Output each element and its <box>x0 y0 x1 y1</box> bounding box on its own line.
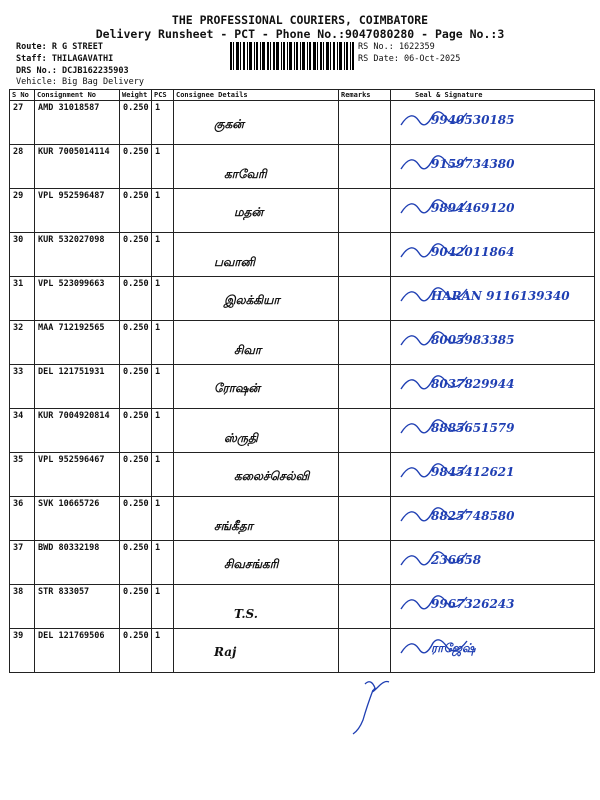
cell-pcs: 1 <box>152 541 174 585</box>
cell-sno: 30 <box>10 233 35 277</box>
cell-seal-signature <box>391 409 595 453</box>
table-header-row <box>10 90 595 101</box>
cell-pcs: 1 <box>152 233 174 277</box>
cell-weight: 0.250 <box>120 365 152 409</box>
table-row <box>10 101 595 145</box>
table-row <box>10 585 595 629</box>
cell-remarks <box>339 497 391 541</box>
table-row <box>10 233 595 277</box>
cell-seal-signature <box>391 233 595 277</box>
cell-consignee <box>174 629 339 673</box>
cell-remarks <box>339 453 391 497</box>
cell-remarks <box>339 365 391 409</box>
cell-weight: 0.250 <box>120 321 152 365</box>
cell-pcs: 1 <box>152 145 174 189</box>
cell-weight: 0.250 <box>120 541 152 585</box>
cell-consignee <box>174 233 339 277</box>
vehicle-label: Vehicle: Big Bag Delivery <box>16 77 144 87</box>
cell-consignee <box>174 189 339 233</box>
cell-consignment-no: SVK 10665726 <box>35 497 120 541</box>
cell-consignee <box>174 585 339 629</box>
cell-consignment-no: AMD 31018587 <box>35 101 120 145</box>
consignee-handwriting: குகன் <box>214 117 244 131</box>
table-row <box>10 629 595 673</box>
cell-weight: 0.250 <box>120 497 152 541</box>
consignee-handwriting: T.S. <box>234 607 258 621</box>
cell-consignee <box>174 277 339 321</box>
cell-remarks <box>339 321 391 365</box>
consignee-handwriting: ரோஷன் <box>214 381 261 395</box>
cell-weight: 0.250 <box>120 101 152 145</box>
table-row <box>10 277 595 321</box>
consignee-handwriting: சிவசங்கரி <box>224 557 279 571</box>
cell-consignee <box>174 145 339 189</box>
route-label: Route: R G STREET <box>16 42 103 52</box>
cell-consignment-no: DEL 121769506 <box>35 629 120 673</box>
consignee-handwriting: பவானி <box>214 255 256 269</box>
cell-seal-signature <box>391 453 595 497</box>
signature-handwriting: 8885651579 <box>431 421 515 435</box>
cell-pcs: 1 <box>152 453 174 497</box>
cell-seal-signature <box>391 321 595 365</box>
table-row <box>10 189 595 233</box>
cell-remarks <box>339 629 391 673</box>
cell-sno: 38 <box>10 585 35 629</box>
cell-remarks <box>339 585 391 629</box>
cell-consignment-no: MAA 712192565 <box>35 321 120 365</box>
cell-pcs: 1 <box>152 409 174 453</box>
cell-pcs: 1 <box>152 277 174 321</box>
col-sno: S No <box>10 90 35 101</box>
cell-consignment-no: DEL 121751931 <box>35 365 120 409</box>
table-row <box>10 145 595 189</box>
cell-consignment-no: KUR 7004920814 <box>35 409 120 453</box>
cell-weight: 0.250 <box>120 585 152 629</box>
signature-handwriting: 8825748580 <box>431 509 515 523</box>
cell-sno: 33 <box>10 365 35 409</box>
cell-weight: 0.250 <box>120 189 152 233</box>
consignee-handwriting: சங்கீதா <box>214 519 253 533</box>
table-row <box>10 453 595 497</box>
runsheet-table <box>9 89 595 673</box>
col-remarks: Remarks <box>339 90 391 101</box>
cell-pcs: 1 <box>152 629 174 673</box>
cell-seal-signature <box>391 629 595 673</box>
cell-remarks <box>339 189 391 233</box>
table-row <box>10 409 595 453</box>
consignee-handwriting: மதன் <box>234 205 264 219</box>
cell-consignment-no: VPL 523099663 <box>35 277 120 321</box>
cell-pcs: 1 <box>152 585 174 629</box>
bottom-signature-scribble <box>345 676 405 736</box>
barcode-image <box>230 42 354 70</box>
signature-handwriting: 236658 <box>431 553 482 567</box>
table-row <box>10 497 595 541</box>
cell-consignee <box>174 453 339 497</box>
table-row <box>10 365 595 409</box>
cell-consignment-no: VPL 952596467 <box>35 453 120 497</box>
cell-pcs: 1 <box>152 497 174 541</box>
cell-pcs: 1 <box>152 365 174 409</box>
drs-label: DRS No.: DCJB162235903 <box>16 66 129 76</box>
cell-seal-signature <box>391 101 595 145</box>
col-pcs: PCS <box>152 90 174 101</box>
cell-consignment-no: KUR 532027098 <box>35 233 120 277</box>
cell-remarks <box>339 277 391 321</box>
signature-handwriting: HARAN 9116139340 <box>431 289 570 303</box>
staff-label: Staff: THILAGAVATHI <box>16 54 114 64</box>
cell-weight: 0.250 <box>120 629 152 673</box>
rs-date: RS Date: 06-Oct-2025 <box>358 54 461 64</box>
cell-weight: 0.250 <box>120 277 152 321</box>
cell-remarks <box>339 409 391 453</box>
signature-handwriting: 9940530185 <box>431 113 515 127</box>
col-seal-signature: Seal & Signature <box>391 90 595 101</box>
cell-seal-signature <box>391 497 595 541</box>
col-consignee: Consignee Details <box>174 90 339 101</box>
cell-consignee <box>174 321 339 365</box>
cell-remarks <box>339 145 391 189</box>
signature-handwriting: 9042011864 <box>431 245 515 259</box>
cell-remarks <box>339 101 391 145</box>
cell-weight: 0.250 <box>120 145 152 189</box>
col-weight: Weight <box>120 90 152 101</box>
cell-sno: 35 <box>10 453 35 497</box>
cell-weight: 0.250 <box>120 409 152 453</box>
signature-handwriting: 9967326243 <box>431 597 515 611</box>
runsheet-subtitle: Delivery Runsheet - PCT - Phone No.:9047080280 - Page No.:3 <box>95 27 505 41</box>
cell-seal-signature <box>391 277 595 321</box>
table-row <box>10 321 595 365</box>
cell-consignee <box>174 365 339 409</box>
cell-sno: 27 <box>10 101 35 145</box>
cell-sno: 39 <box>10 629 35 673</box>
cell-sno: 31 <box>10 277 35 321</box>
cell-pcs: 1 <box>152 321 174 365</box>
consignee-handwriting: காவேரி <box>224 167 267 181</box>
cell-seal-signature <box>391 365 595 409</box>
cell-sno: 37 <box>10 541 35 585</box>
table-row <box>10 541 595 585</box>
cell-sno: 28 <box>10 145 35 189</box>
col-consignment: Consignment No <box>35 90 120 101</box>
consignee-handwriting: Raj <box>214 645 237 659</box>
cell-seal-signature <box>391 189 595 233</box>
cell-consignment-no: BWD 80332198 <box>35 541 120 585</box>
cell-sno: 34 <box>10 409 35 453</box>
cell-consignee <box>174 409 339 453</box>
cell-remarks <box>339 541 391 585</box>
cell-sno: 29 <box>10 189 35 233</box>
consignee-handwriting: கலைச்செல்வி <box>234 469 310 483</box>
signature-handwriting: 9159734380 <box>431 157 515 171</box>
cell-consignment-no: VPL 952596487 <box>35 189 120 233</box>
cell-consignee <box>174 541 339 585</box>
consignee-handwriting: இலக்கியா <box>224 293 280 307</box>
company-title: THE PROFESSIONAL COURIERS, COIMBATORE <box>171 13 429 27</box>
consignee-handwriting: ஸ்ருதி <box>224 431 258 445</box>
cell-remarks <box>339 233 391 277</box>
cell-consignee <box>174 497 339 541</box>
cell-sno: 32 <box>10 321 35 365</box>
cell-consignee <box>174 101 339 145</box>
signature-handwriting: ராஜேஷ் <box>431 641 476 655</box>
rs-number: RS No.: 1622359 <box>358 42 435 52</box>
cell-weight: 0.250 <box>120 453 152 497</box>
cell-sno: 36 <box>10 497 35 541</box>
cell-pcs: 1 <box>152 101 174 145</box>
signature-handwriting: 9894469120 <box>431 201 515 215</box>
cell-consignment-no: KUR 7005014114 <box>35 145 120 189</box>
cell-consignment-no: STR 833057 <box>35 585 120 629</box>
signature-handwriting: 8005983385 <box>431 333 515 347</box>
cell-seal-signature <box>391 585 595 629</box>
cell-seal-signature <box>391 145 595 189</box>
cell-pcs: 1 <box>152 189 174 233</box>
cell-weight: 0.250 <box>120 233 152 277</box>
signature-handwriting: 9845412621 <box>431 465 515 479</box>
consignee-handwriting: சிவா <box>234 343 262 357</box>
cell-seal-signature <box>391 541 595 585</box>
signature-handwriting: 8037829944 <box>431 377 515 391</box>
